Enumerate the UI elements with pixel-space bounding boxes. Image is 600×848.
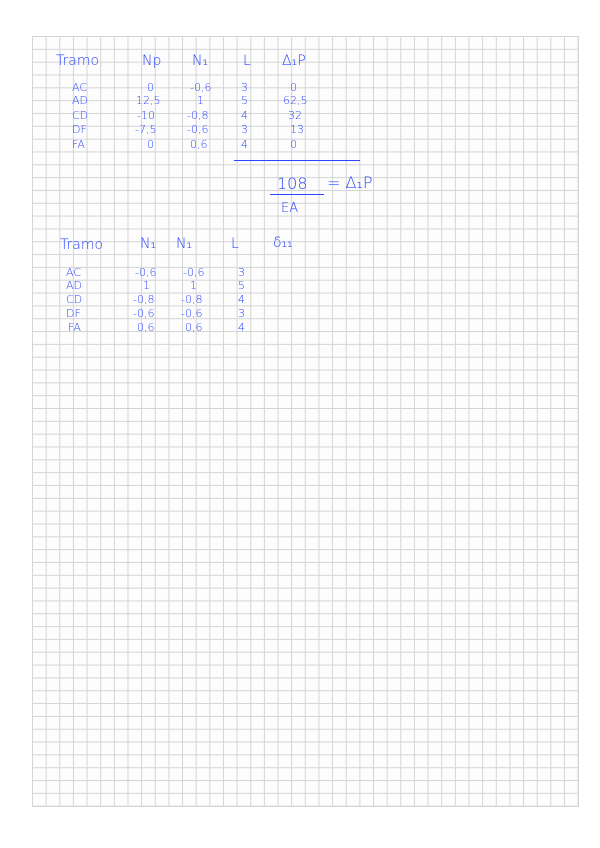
t1-cell: AC: [72, 81, 88, 94]
t1-cell: 13: [290, 123, 304, 136]
sum-denominator: EA: [281, 201, 299, 216]
t1-cell: 0,6: [190, 138, 208, 151]
t1-header-delta: Δ₁P: [282, 53, 306, 69]
t1-cell: 3: [241, 123, 248, 136]
t2-header-n1-b: N₁: [176, 236, 193, 252]
t1-cell: 0: [147, 138, 154, 151]
fraction-bar: [270, 194, 324, 195]
t1-cell: -0,8: [187, 109, 209, 122]
t2-cell: -0,8: [133, 293, 155, 306]
t1-cell: CD: [72, 109, 89, 122]
t2-cell: 4: [238, 321, 245, 334]
t2-header-n1-a: N₁: [140, 236, 157, 252]
t2-cell: 1: [143, 279, 150, 292]
t1-cell: 3: [241, 81, 248, 94]
t1-cell: AD: [72, 94, 88, 107]
t1-cell: 4: [241, 138, 248, 151]
t2-cell: 3: [238, 266, 245, 279]
t1-cell: 1: [197, 94, 204, 107]
grid-paper-sheet: [32, 36, 579, 807]
t2-header-delta11: δ₁₁: [273, 235, 293, 251]
t1-cell: 0: [290, 81, 297, 94]
t2-cell: CD: [66, 293, 83, 306]
t1-cell: -7,5: [135, 123, 157, 136]
t2-cell: -0,8: [181, 293, 203, 306]
t1-cell: FA: [72, 138, 85, 151]
t2-cell: 4: [238, 293, 245, 306]
t1-cell: 32: [288, 109, 302, 122]
t2-cell: AC: [66, 266, 82, 279]
t1-cell: -0,6: [190, 81, 212, 94]
t1-cell: 4: [241, 109, 248, 122]
sum-equals-delta: = Δ₁P: [327, 173, 373, 192]
t1-cell: 62,5: [283, 94, 308, 107]
t2-cell: FA: [68, 321, 81, 334]
t2-cell: AD: [66, 279, 82, 292]
sum-numerator: 108: [277, 174, 308, 193]
t2-header-l: L: [231, 236, 239, 252]
t2-cell: 0,6: [185, 321, 203, 334]
t1-cell: 5: [241, 94, 248, 107]
sum-underline: [234, 160, 360, 161]
t2-cell: -0,6: [135, 266, 157, 279]
t1-cell: 12,5: [136, 94, 161, 107]
t1-header-n1: N₁: [192, 53, 209, 69]
t2-cell: 0,6: [137, 321, 155, 334]
t1-cell: 0: [147, 81, 154, 94]
t2-cell: -0,6: [133, 307, 155, 320]
t1-cell: -10: [137, 109, 155, 122]
t1-cell: DF: [72, 123, 87, 136]
t1-cell: 0: [290, 138, 297, 151]
t1-cell: -0,6: [187, 123, 209, 136]
t2-cell: 5: [238, 279, 245, 292]
t2-cell: DF: [66, 307, 81, 320]
t1-header-tramo: Tramo: [56, 53, 100, 69]
t1-header-np: Np: [142, 53, 162, 69]
t1-header-l: L: [243, 53, 251, 69]
t2-header-tramo: Tramo: [60, 237, 104, 253]
t2-cell: -0,6: [183, 266, 205, 279]
t2-cell: 3: [238, 307, 245, 320]
t2-cell: 1: [190, 279, 197, 292]
t2-cell: -0,6: [181, 307, 203, 320]
